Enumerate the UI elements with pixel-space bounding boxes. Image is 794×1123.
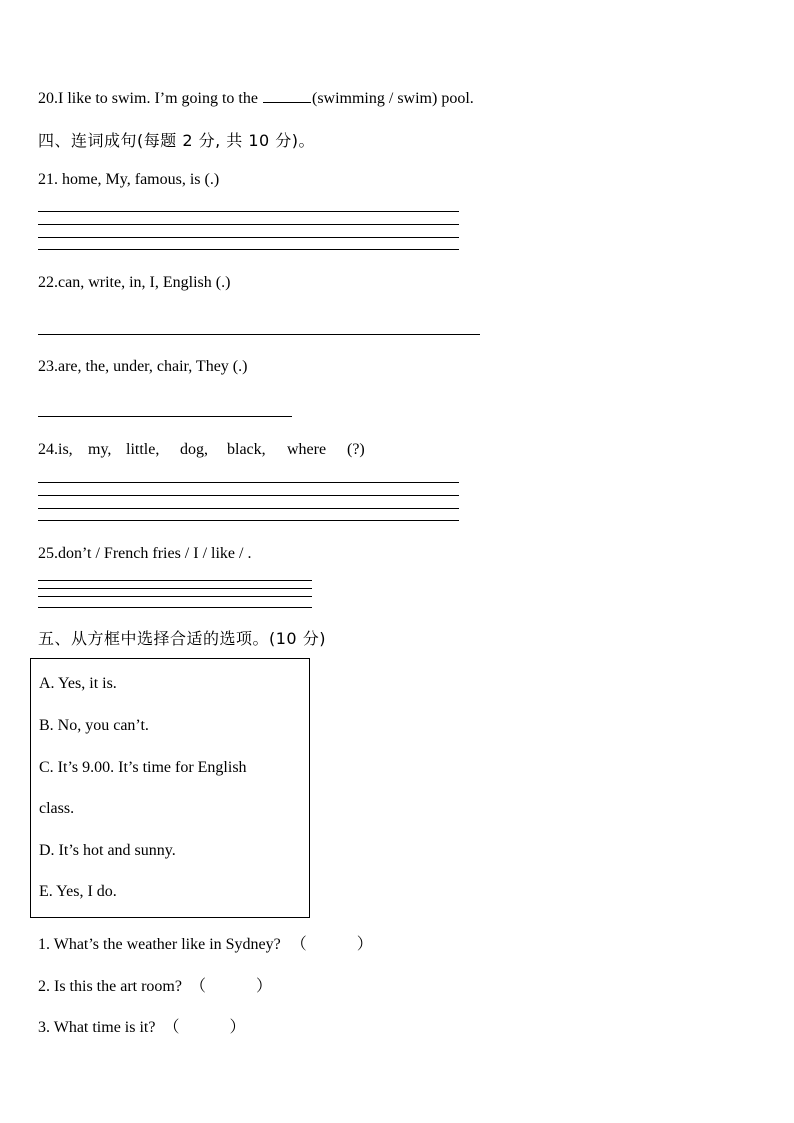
answer-line[interactable] bbox=[38, 508, 459, 509]
question-text-after: (swimming / swim) pool. bbox=[311, 90, 474, 107]
answer-line[interactable] bbox=[38, 224, 459, 225]
question-25 bbox=[38, 545, 251, 563]
question-21 bbox=[38, 171, 219, 189]
question-text: I like to swim. I’m going to the bbox=[58, 90, 262, 107]
question-text: 1. What’s the weather like in Sydney? bbox=[38, 936, 281, 953]
option-d: D. It’s hot and sunny. bbox=[39, 842, 176, 859]
paren-close: ） bbox=[229, 1019, 246, 1036]
section-5-heading: 五、从方框中选择合适的选项。(10 分) bbox=[38, 629, 326, 648]
option-c-continued: class. bbox=[39, 800, 75, 817]
answer-line[interactable] bbox=[38, 237, 459, 238]
word: is, bbox=[58, 441, 73, 458]
question-text: 3. What time is it? bbox=[38, 1019, 156, 1036]
question-24 bbox=[38, 441, 365, 459]
paren-open: （ bbox=[189, 978, 206, 995]
question-text: are, the, under, chair, They (.) bbox=[58, 358, 248, 375]
question-number: 22. bbox=[38, 274, 58, 291]
paren-close: ） bbox=[356, 936, 373, 953]
paren-open: （ bbox=[290, 936, 307, 953]
match-question-3 bbox=[38, 1014, 246, 1037]
answer-line[interactable] bbox=[38, 580, 312, 581]
question-text: 2. Is this the art room? bbox=[38, 978, 182, 995]
question-20 bbox=[38, 88, 474, 108]
answer-line[interactable] bbox=[38, 520, 459, 521]
match-question-1 bbox=[38, 931, 373, 954]
question-number: 21 bbox=[38, 171, 54, 188]
word: my, bbox=[88, 441, 112, 458]
match-question-2 bbox=[38, 973, 272, 996]
option-c: C. It’s 9.00. It’s time for English bbox=[39, 759, 247, 776]
answer-line[interactable] bbox=[38, 211, 459, 212]
answer-line[interactable] bbox=[38, 334, 480, 335]
question-text: . home, My, famous, is (.) bbox=[54, 171, 220, 188]
answer-line[interactable] bbox=[38, 416, 292, 417]
question-number: 23. bbox=[38, 358, 58, 375]
option-e: E. Yes, I do. bbox=[39, 883, 117, 900]
options-box bbox=[30, 658, 310, 918]
option-a: A. Yes, it is. bbox=[39, 675, 117, 692]
question-number: 20. bbox=[38, 90, 58, 107]
answer-line[interactable] bbox=[38, 495, 459, 496]
section-4-heading: 四、连词成句(每题 2 分, 共 10 分)。 bbox=[38, 131, 316, 150]
answer-line[interactable] bbox=[38, 596, 312, 597]
word: (?) bbox=[347, 441, 365, 458]
answer-line[interactable] bbox=[38, 607, 312, 608]
word: little, bbox=[126, 441, 160, 458]
word: where bbox=[287, 441, 327, 458]
answer-blank[interactable] bbox=[263, 88, 311, 103]
word: dog, bbox=[180, 441, 208, 458]
paren-close: ） bbox=[255, 978, 272, 995]
answer-line[interactable] bbox=[38, 482, 459, 483]
question-text: don’t / French fries / I / like / . bbox=[58, 545, 252, 562]
word: black, bbox=[227, 441, 266, 458]
question-23 bbox=[38, 358, 247, 376]
paren-open: （ bbox=[163, 1019, 180, 1036]
option-b: B. No, you can’t. bbox=[39, 717, 149, 734]
question-number: 24. bbox=[38, 441, 58, 458]
question-22 bbox=[38, 274, 230, 292]
answer-line[interactable] bbox=[38, 588, 312, 589]
question-text: can, write, in, I, English (.) bbox=[58, 274, 231, 291]
answer-line[interactable] bbox=[38, 249, 459, 250]
question-number: 25. bbox=[38, 545, 58, 562]
